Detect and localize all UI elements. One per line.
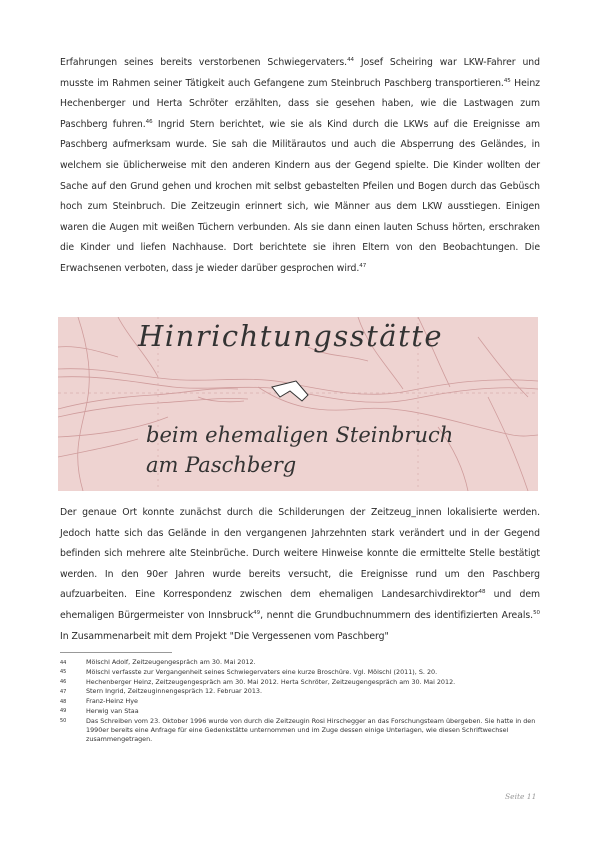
figure-title-line-1: Hinrichtungsstätte — [138, 319, 444, 353]
footnotes — [60, 658, 540, 745]
body-paragraph-2 — [60, 503, 540, 647]
footnote-ref[interactable]: 48 — [478, 589, 486, 596]
text-run: Heinz Hechenberger und Herta Schröter erzählten, dass sie gesehen haben, wie die Lastwagen zum Paschberg fuhren. — [60, 77, 540, 130]
footnote-ref[interactable]: 45 — [503, 77, 511, 84]
text-run: Der genaue Ort konnte zunächst durch die Schilderungen der Zeitzeug_innen lokalisierte werden. Jedoch hatte sich das Gelände in den vergangenen Jahrzehnten stark verändert und in der Gegend befinden sich mehrere alte Steinbrüche. Durch weitere Hinweise konnte die ermittelte Stelle bestätigt werden. In den 90er Jahren wurde bereits versucht, die Ereignisse rund um den Paschberg aufzuarbeiten. Eine Korrespondenz zwischen dem ehemaligen Landesarchivdirektor — [60, 507, 540, 601]
footnote — [60, 668, 540, 678]
footnote-number: 50 — [60, 718, 67, 725]
footnote-text: Herwig van Staa — [86, 706, 139, 715]
text-run: Ingrid Stern berichtet, wie sie als Kind durch die LKWs auf die Ereignisse am Paschberg aufmerksam wurde. Sie sah die Militärautos und auch die Absperrung des Geländes, in welchem sie üblicherweise mit den anderen Kindern aus der Gegend spielte. Die Kinder wollten der Sache auf den Grund gehen und krochen mit selbst gebastelten Pfeilen und Bogen durch das Gebüsch hoch zum Steinbruch. Die Zeitzeugin erinnert sich, wie Männer aus dem LKW ausstiegen. Einigen waren die Augen mit weißen Tüchern verbunden. Als sie dann einen lauten Schuss hörten, erschraken die Kinder und liefen Nachhause. Dort berichtete sie ihren Eltern von den Beobachtungen. Die Erwachsenen verboten, dass je wieder darüber gesprochen wird. — [60, 118, 540, 274]
footnote-number: 45 — [60, 669, 67, 676]
map-figure — [58, 317, 538, 491]
footnote-number: 44 — [60, 659, 67, 666]
footnote — [60, 707, 540, 717]
body-paragraph-1 — [60, 53, 540, 280]
footnote-number: 47 — [60, 688, 67, 695]
footnote-text: Stern Ingrid, Zeitzeuginnengespräch 12. Februar 2013. — [86, 687, 263, 696]
footnote-number: 49 — [60, 708, 67, 715]
footnote — [60, 717, 540, 745]
figure-title-line-2: beim ehemaligen Steinbruch — [146, 423, 454, 447]
footnote — [60, 658, 540, 668]
footnote-ref[interactable]: 47 — [359, 262, 367, 269]
text-run: und dem ehemaligen Bürgermeister von Innsbruck — [60, 589, 540, 621]
text-run: Josef Scheiring war LKW-Fahrer und musste im Rahmen seiner Tätigkeit auch Gefangene zum Steinbruch Paschberg transportieren. — [60, 57, 540, 89]
footnote-separator — [60, 652, 172, 653]
text-run: In Zusammenarbeit mit dem Projekt "Die Vergessenen vom Paschberg" — [60, 630, 389, 642]
footnote-text: Mölschl Adolf, Zeitzeugengespräch am 30. Mai 2012. — [86, 658, 256, 666]
text-run: Erfahrungen seines bereits verstorbenen Schwiegervaters. — [60, 57, 348, 68]
footnote-number: 46 — [60, 679, 67, 686]
text-run: , nennt die Grundbuchnummern des identifizierten Areals. — [260, 609, 534, 621]
footnote-number: 48 — [60, 698, 67, 705]
footnote-ref[interactable]: 46 — [145, 118, 153, 125]
footnote-text: Das Schreiben vom 23. Oktober 1996 wurde von durch die Zeitzeugin Rosi Hirschegger an das Forschungsteam übergeben. Sie hatte in den 1990er bereits eine Anfrage für eine Gedenkstätte unternommen und im Zuge dessen einige Unterlagen, wie diesen Schriftwechsel zusammengetragen. — [86, 716, 536, 744]
figure-title-line-3: am Paschberg — [146, 453, 297, 477]
footnote-ref[interactable]: 50 — [533, 609, 540, 616]
footnote-text: Franz-Heinz Hye — [86, 697, 138, 706]
footnote-text: Hechenberger Heinz, Zeitzeugengespräch am 30. Mai 2012. Herta Schröter, Zeitzeugengespräch am 30. Mai 2012. — [86, 677, 456, 686]
footnote-ref[interactable]: 44 — [347, 57, 354, 63]
page-number: Seite 11 — [505, 792, 537, 801]
footnote-text: Mölschl verfasste zur Vergangenheit seines Schwiegervaters eine kurze Broschüre. Vgl. Mölschl (2011), S. 20. — [86, 667, 438, 676]
footnote-ref[interactable]: 49 — [253, 609, 261, 616]
footnote — [60, 678, 540, 688]
footnote — [60, 697, 540, 707]
footnote — [60, 687, 540, 697]
